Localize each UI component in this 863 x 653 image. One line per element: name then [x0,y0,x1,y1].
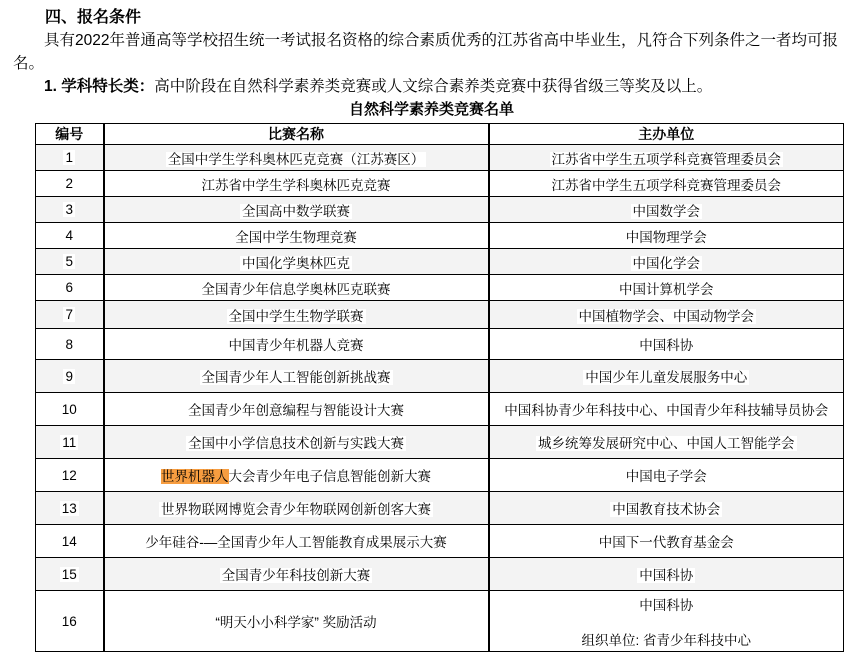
competition-name: 全国青少年信息学奥林匹克联赛 [201,281,391,297]
row-number: 3 [65,202,73,217]
organizer-line [490,334,844,354]
item-label: 1. 学科特长类： [44,78,155,95]
organizer-name: 中国科协青少年科技中心、中国青少年科技辅导员协会 [504,403,829,418]
highlighted-text: 世界机器人 [161,469,229,484]
row-number: 11 [62,434,77,450]
row-number-cell [36,171,104,197]
competition-name: 世界机器人大会青少年电子信息智能创新大赛 [161,469,431,484]
table-title: 自然科学素养类竞赛名单 [348,101,514,118]
competition-name-cell [104,301,489,329]
organizer-cell [489,360,844,393]
organizer-cell [489,393,844,426]
competition-name: 全国中学生生物学联赛 [228,308,364,324]
organizer-cell [489,249,844,275]
organizer-name: 中国化学会 [632,255,700,271]
row-number-cell [36,459,104,492]
table-row [36,558,844,591]
table-row [36,525,844,558]
table-row [36,275,844,301]
organizer-cell [489,301,844,329]
organizer-cell [489,558,844,591]
column-header-competition-name: 比赛名称 [104,124,489,145]
organizer-name: 中国计算机学会 [619,281,714,297]
organizer-line [490,465,844,485]
table-header-row [36,124,844,145]
competition-name-cell [104,223,489,249]
table-row [36,329,844,360]
competition-name-cell [104,329,489,360]
competition-name-cell [104,249,489,275]
organizer-line [490,531,844,551]
row-number: 14 [61,533,77,549]
row-number-cell [36,145,104,171]
organizer-name: 中国科协 [639,597,694,613]
row-number-cell [36,426,104,459]
competition-name-cell [104,393,489,426]
competition-name: 全国高中数学联赛 [242,203,350,219]
row-number-cell [36,360,104,393]
competition-name-cell [104,459,489,492]
organizer-name: 中国科协 [639,338,694,353]
organizer-name: 中国少年儿童发展服务中心 [585,370,748,385]
organizer-cell [489,171,844,197]
organizer-cell [489,223,844,249]
competition-table [35,123,844,652]
table-row [36,459,844,492]
row-number-cell [36,329,104,360]
organizer-name: 中国数学会 [632,203,700,219]
organizer-name: 中国植物学会、中国动物学会 [578,308,754,324]
organizer-name: 中国科协 [639,568,694,583]
table-row [36,426,844,459]
row-number: 5 [65,254,73,269]
organizer-line [490,399,844,419]
row-number-cell [36,249,104,275]
row-number: 15 [61,566,77,582]
row-number-cell [36,558,104,591]
section-heading: 四、报名条件 [45,9,142,26]
row-number: 8 [65,336,73,352]
organizer-name: 中国教育技术协会 [612,502,721,517]
item-text: 高中阶段在自然科学素养类竞赛或人文综合素养类竞赛中获得省级三等奖及以上。 [154,78,713,95]
table-row [36,197,844,223]
competition-name: 全国中学生学科奥林匹克竞赛（江苏赛区） [167,151,425,167]
competition-name: 全国青少年创意编程与智能设计大赛 [188,403,404,418]
row-number-cell [36,591,104,652]
organizer-name: 中国电子学会 [625,469,707,484]
row-number-cell [36,223,104,249]
table-row [36,492,844,525]
row-number-cell [36,197,104,223]
row-number: 12 [61,467,77,483]
competition-name-cell [104,525,489,558]
competition-name: 中国青少年机器人竞赛 [228,338,364,353]
row-number: 4 [65,228,73,243]
organizer-line [490,278,844,298]
competition-name-cell [104,360,489,393]
competition-name: 全国青少年科技创新大赛 [221,568,371,583]
row-number: 6 [65,280,73,295]
organizer-name: 江苏省中学生五项学科竞赛管理委员会 [551,151,781,167]
organizer-line [490,174,844,194]
organizer-cell [489,492,844,525]
organizer-cell [489,426,844,459]
competition-name: 全国中小学信息技术创新与实践大赛 [188,436,404,451]
organizer-name: 中国下一代教育基金会 [598,535,734,550]
organizer-name: 江苏省中学生五项学科竞赛管理委员会 [551,177,781,193]
table-row [36,145,844,171]
row-number-cell [36,275,104,301]
table-row [36,171,844,197]
organizer-line [490,432,844,452]
organizer-sub-unit: 组织单位: 省青少年科技中心 [581,632,751,648]
row-number: 7 [65,307,73,322]
organizer-cell [489,459,844,492]
competition-table-body [36,145,844,652]
organizer-line [490,366,844,386]
organizer-cell [489,525,844,558]
intro-paragraph: 具有2022年普通高等学校招生统一考试报名资格的综合素质优秀的江苏省高中毕业生，凡符合下列条件之一者均可报名。 [13,32,838,72]
organizer-cell [489,329,844,360]
organizer-line [490,148,844,168]
competition-name: 全国中学生物理竞赛 [235,229,357,245]
organizer-cell [489,145,844,171]
item-line [13,75,850,98]
row-number-cell [36,301,104,329]
competition-name-cell [104,171,489,197]
competition-name-cell [104,145,489,171]
row-number: 2 [65,176,73,191]
table-row [36,301,844,329]
table-row [36,591,844,652]
competition-name: 江苏省中学生学科奥林匹克竞赛 [201,177,391,193]
competition-name: “明天小小科学家” 奖励活动 [215,615,377,630]
table-row [36,249,844,275]
row-number-cell [36,525,104,558]
competition-name-cell [104,275,489,301]
organizer-name: 城乡统筹发展研究中心、中国人工智能学会 [538,436,795,451]
row-number: 9 [65,368,73,384]
row-number: 1 [65,150,73,165]
organizer-name: 中国物理学会 [625,229,707,245]
organizer-cell [489,197,844,223]
row-number-cell [36,393,104,426]
competition-name-cell [104,492,489,525]
table-row [36,223,844,249]
organizer-cell [489,591,844,652]
column-header-number: 编号 [36,124,104,145]
row-number: 13 [61,500,77,516]
competition-name: 世界物联网博览会青少年物联网创新创客大赛 [161,502,431,517]
row-number-cell [36,492,104,525]
competition-name-cell [104,197,489,223]
competition-name: 少年硅谷-—全国青少年人工智能教育成果展示大赛 [145,535,447,550]
organizer-cell [489,275,844,301]
organizer-line [490,226,844,246]
competition-name: 中国化学奥林匹克 [242,255,350,271]
competition-name: 全国青少年人工智能创新挑战赛 [201,370,391,385]
row-number: 10 [61,401,77,417]
table-row [36,393,844,426]
competition-name-cell [104,426,489,459]
organizer-line [490,498,844,518]
column-header-organizer: 主办单位 [489,124,844,145]
organizer-line [490,564,844,584]
competition-name-cell [104,558,489,591]
organizer-line [490,200,844,220]
table-row [36,360,844,393]
row-number: 16 [61,613,77,629]
organizer-line [490,594,844,614]
organizer-line [490,252,844,272]
competition-name-cell [104,591,489,652]
organizer-line [490,629,844,649]
organizer-line [490,305,844,325]
